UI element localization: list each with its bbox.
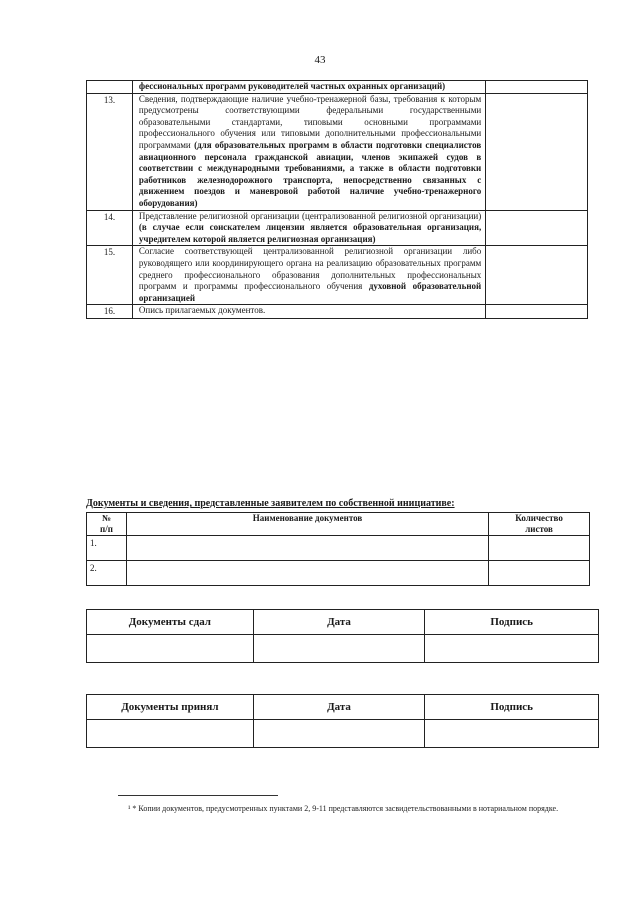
mark-cell[interactable]: [486, 81, 588, 94]
required-documents-table: [86, 80, 588, 319]
submitted-header-row: [87, 610, 599, 635]
received-signature-field[interactable]: [425, 720, 599, 748]
own-initiative-header-row: [87, 513, 590, 536]
own-initiative-table: [86, 512, 590, 586]
submitted-date-header: Дата: [253, 610, 425, 635]
description-text: Согласие соответствующей централизованной религиозной организации либо руководящего или координирующего органа на реализацию образовательных программ среднего профессионального образования дополнительных профессиональных программ и программы профессионального обучения: [138, 246, 482, 292]
table-row: [87, 93, 588, 210]
document-description: [132, 305, 485, 319]
footnote: ¹ * Копии документов, предусмотренных пунктами 2, 9-11 представляются засвидетельствованными в нотариальном порядке.: [128, 804, 559, 813]
row-number: 15.: [87, 246, 133, 305]
column-number-header: [87, 513, 127, 536]
row-number: 1.: [87, 536, 127, 561]
received-by-header: Документы принял: [87, 695, 254, 720]
table-row: [87, 305, 588, 319]
row-number: 13.: [87, 93, 133, 210]
mark-cell[interactable]: [486, 246, 588, 305]
document-description: [132, 93, 485, 210]
table-row: [87, 210, 588, 246]
submitted-date-field[interactable]: [253, 635, 425, 663]
table-row: [87, 561, 590, 586]
submitted-entry-row: [87, 635, 599, 663]
table-row: [87, 81, 588, 94]
document-name-cell[interactable]: [126, 561, 488, 586]
description-text: Опись прилагаемых документов.: [138, 305, 266, 316]
submitted-by-field[interactable]: [87, 635, 254, 663]
sheet-count-cell[interactable]: [489, 561, 590, 586]
column-count-header: [489, 513, 590, 536]
table-row: [87, 246, 588, 305]
column-count-line2: листов: [525, 524, 553, 534]
received-by-field[interactable]: [87, 720, 254, 748]
sheet-count-cell[interactable]: [489, 536, 590, 561]
page-number: 43: [314, 54, 326, 66]
row-number: 14.: [87, 210, 133, 246]
description-bold-text: (для образовательных программ в области подготовки специалистов авиационного персонала гражданской авиации, членов экипажей судов в соответствии с международными требованиями, а также в области подготовки работников железнодорожного транспорта, непосредственно связанных с движением поездов и маневровой работой наличие учебно-тренажерного оборудования): [138, 139, 482, 208]
own-initiative-title: Документы и сведения, представленные заявителем по собственной инициативе:: [86, 498, 455, 509]
description-text: Представление религиозной организации (централизованной религиозной организации): [138, 210, 482, 221]
received-date-header: Дата: [253, 695, 425, 720]
document-description: [132, 210, 485, 246]
mark-cell[interactable]: [486, 210, 588, 246]
received-signature-header: Подпись: [425, 695, 599, 720]
column-number-line2: п/п: [100, 524, 113, 534]
table-row: [87, 536, 590, 561]
submitted-by-header: Документы сдал: [87, 610, 254, 635]
row-number: 2.: [87, 561, 127, 586]
footnote-divider: [118, 795, 278, 796]
submitted-signature-field[interactable]: [425, 635, 599, 663]
submitted-signature-header: Подпись: [425, 610, 599, 635]
column-count-line1: Количество: [515, 513, 563, 523]
description-bold-text: (в случае если соискателем лицензии является образовательная организация, учредителем которой является религиозная организация): [138, 222, 482, 244]
column-name-header: Наименование документов: [126, 513, 488, 536]
received-entry-row: [87, 720, 599, 748]
mark-cell[interactable]: [486, 93, 588, 210]
document-description: [132, 81, 485, 94]
document-name-cell[interactable]: [126, 536, 488, 561]
received-header-row: [87, 695, 599, 720]
received-date-field[interactable]: [253, 720, 425, 748]
documents-submitted-table: [86, 609, 599, 663]
row-number: [87, 81, 133, 94]
mark-cell[interactable]: [486, 305, 588, 319]
row-number: 16.: [87, 305, 133, 319]
description-bold-text: фессиональных программ руководителей частных охранных организаций): [138, 81, 446, 91]
description-text: Сведения, подтверждающие наличие учебно-тренажерной базы, требования к которым предусмотрены соответствующими федеральными государственными образовательными стандартами, типовыми основными программами профессионального обучения или типовыми дополнительными профессиональными программами: [138, 93, 482, 150]
column-number-line1: №: [101, 513, 111, 523]
documents-received-table: [86, 694, 599, 748]
description-bold-text: духовной образовательной организацией: [138, 281, 482, 303]
document-description: [132, 246, 485, 305]
